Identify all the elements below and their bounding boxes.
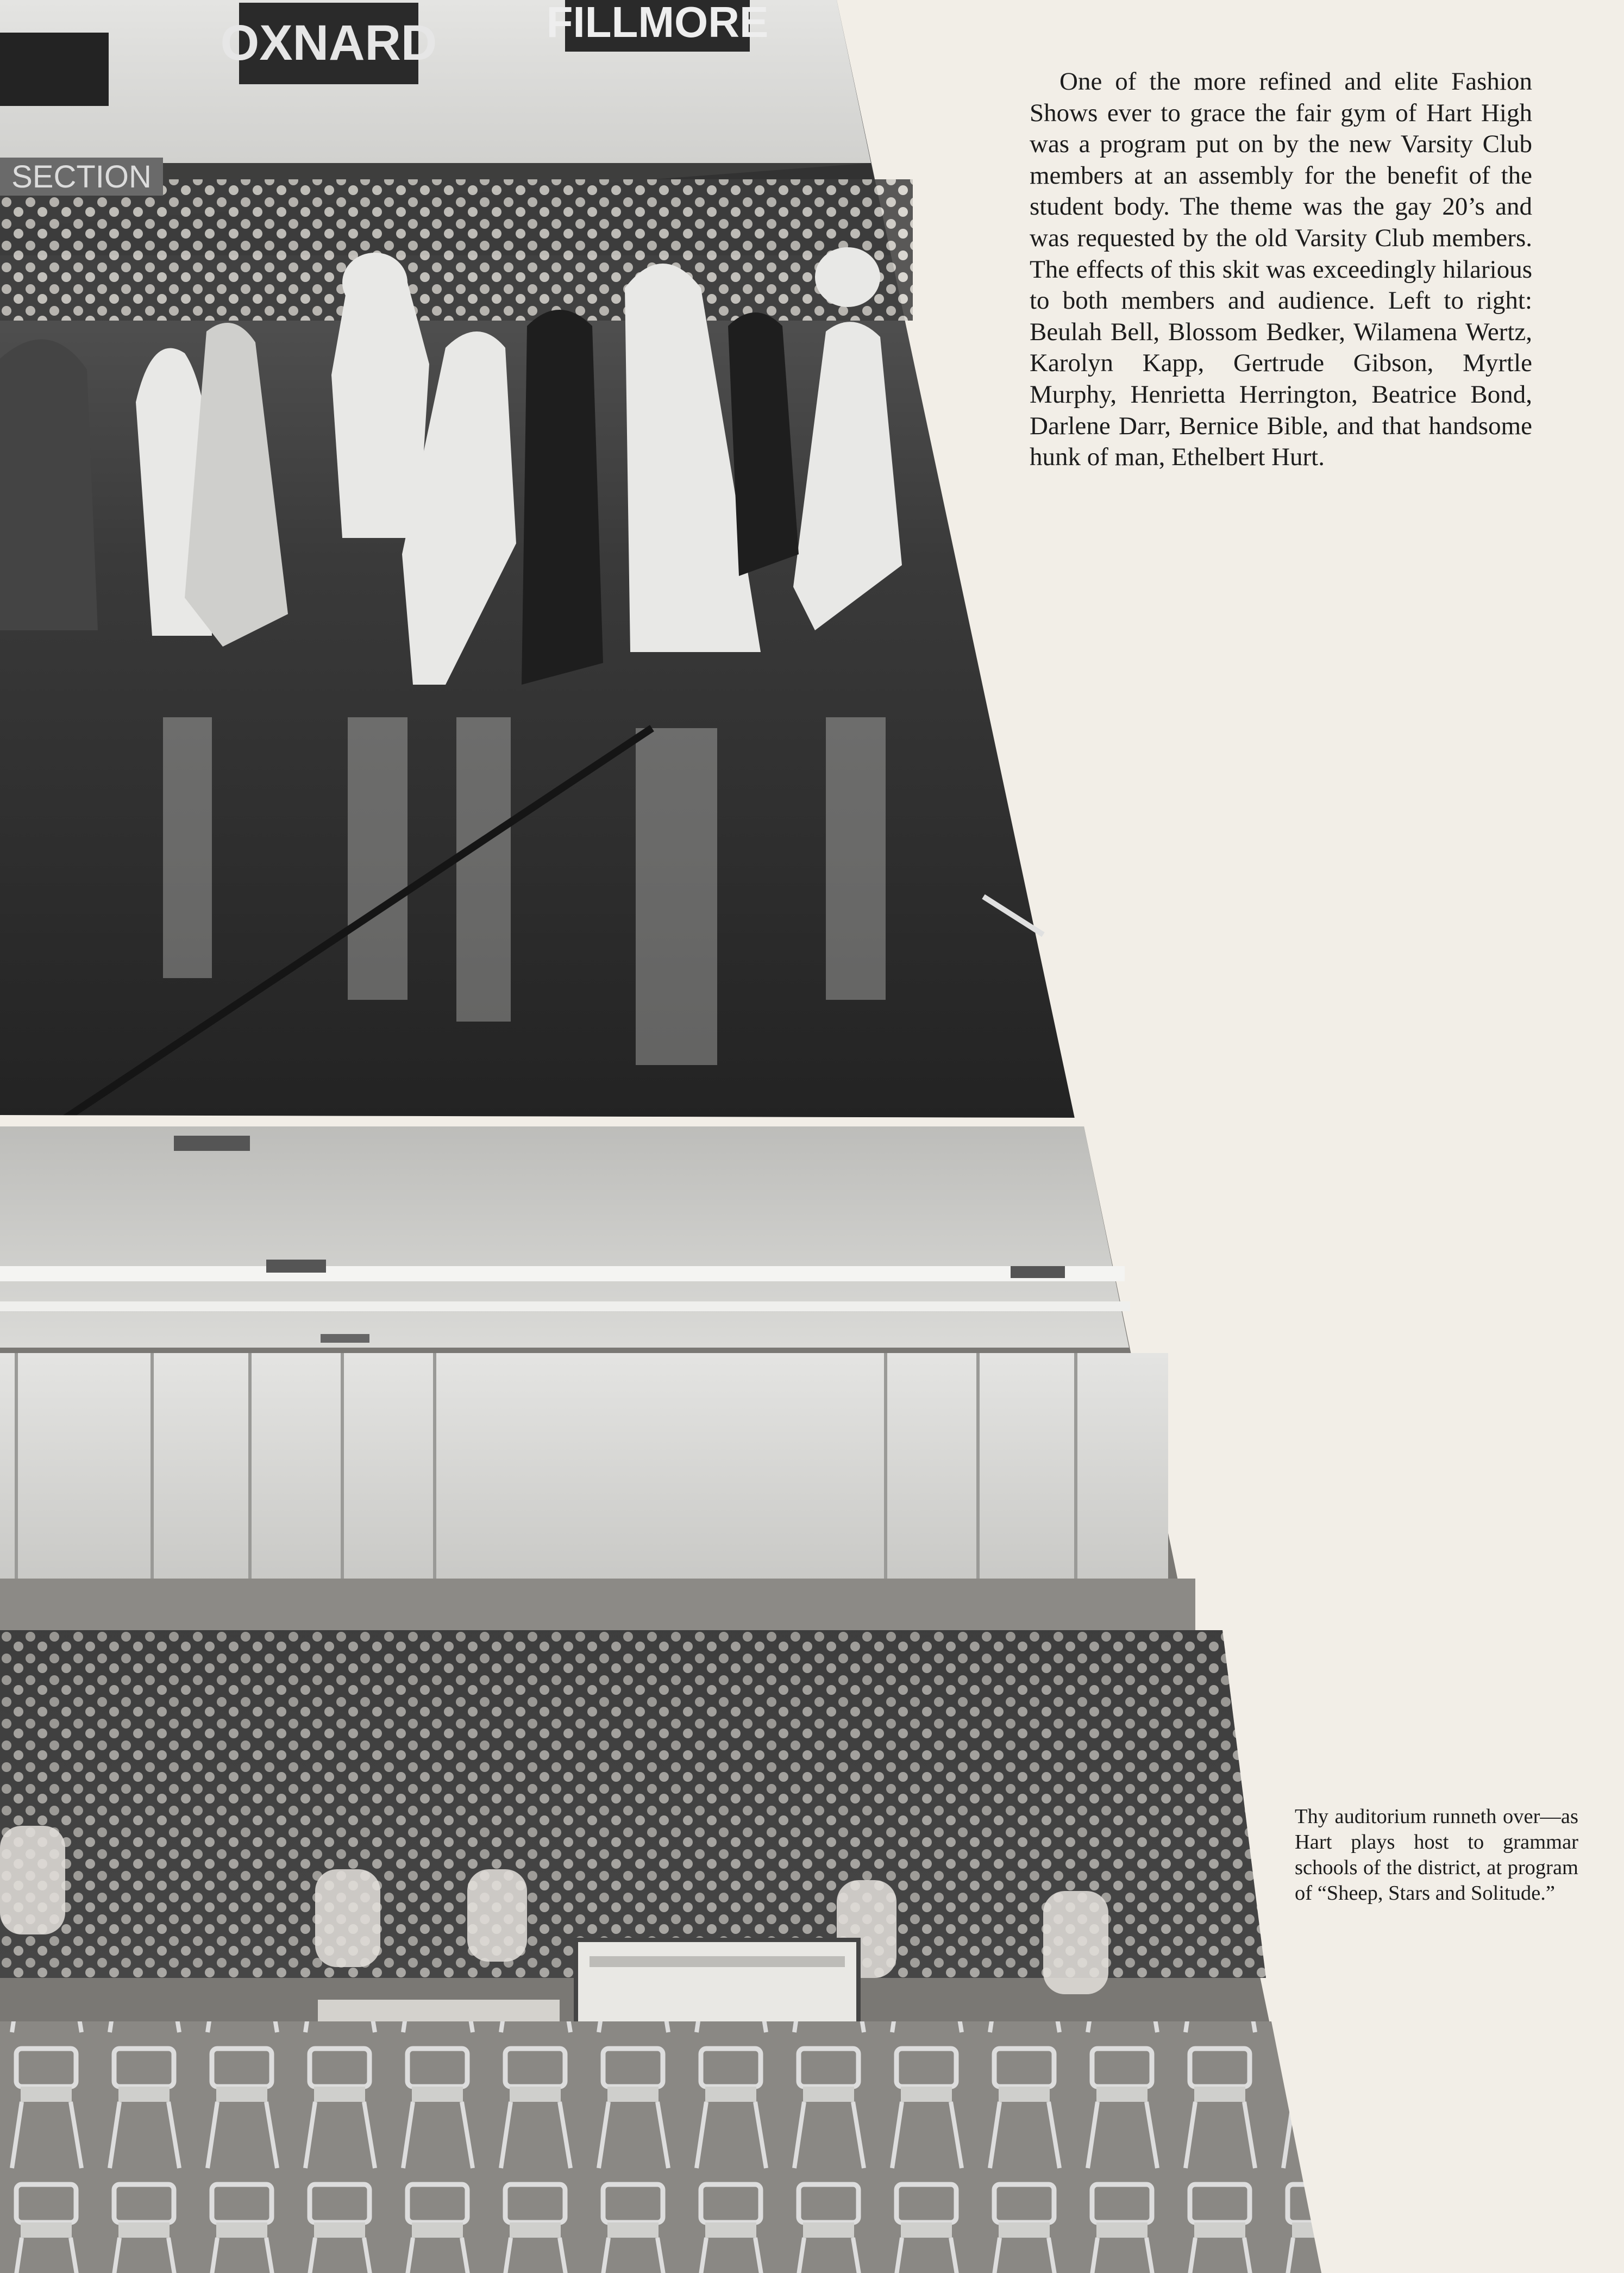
photo-gym-fashion-show [0, 0, 1075, 1118]
banner-oxnard [221, 3, 437, 84]
banner-fillmore [547, 0, 769, 52]
banner-left [0, 33, 109, 106]
folding-chairs [0, 2021, 1321, 2273]
banner-section-text: SECTION [11, 159, 152, 195]
caption-fashion-show: One of the more refined and elite Fashion Shows ever to grace the fair gym of Hart High was a program put on by the new Varsity Club members at an assembly for the benefit of the student body. The theme was the gay 20’s and was requested by the old Varsity Club members. The effects of this skit was exceedingly hilarious to both members and audience. Left to right: Beulah Bell, Blossom Bedker, Wilamena Wertz, Karolyn Kapp, Gertrude Gibson, Myrtle Murphy, Henrietta Herrington, Beatrice Bond, Darlene Darr, Bernice Bible, and that handsome hunk of man, Ethelbert Hurt. [1030, 67, 1532, 472]
banner-oxnard-text: OXNARD [220, 15, 437, 71]
photo-auditorium [0, 1119, 1321, 2273]
caption-auditorium: Thy auditorium runneth over—as Hart plays host to grammar schools of the district, at program of “Sheep, Stars and Solitude.” [1295, 1805, 1578, 1905]
banner-section [0, 158, 163, 196]
banner-fillmore-text: FILLMORE [546, 0, 769, 46]
